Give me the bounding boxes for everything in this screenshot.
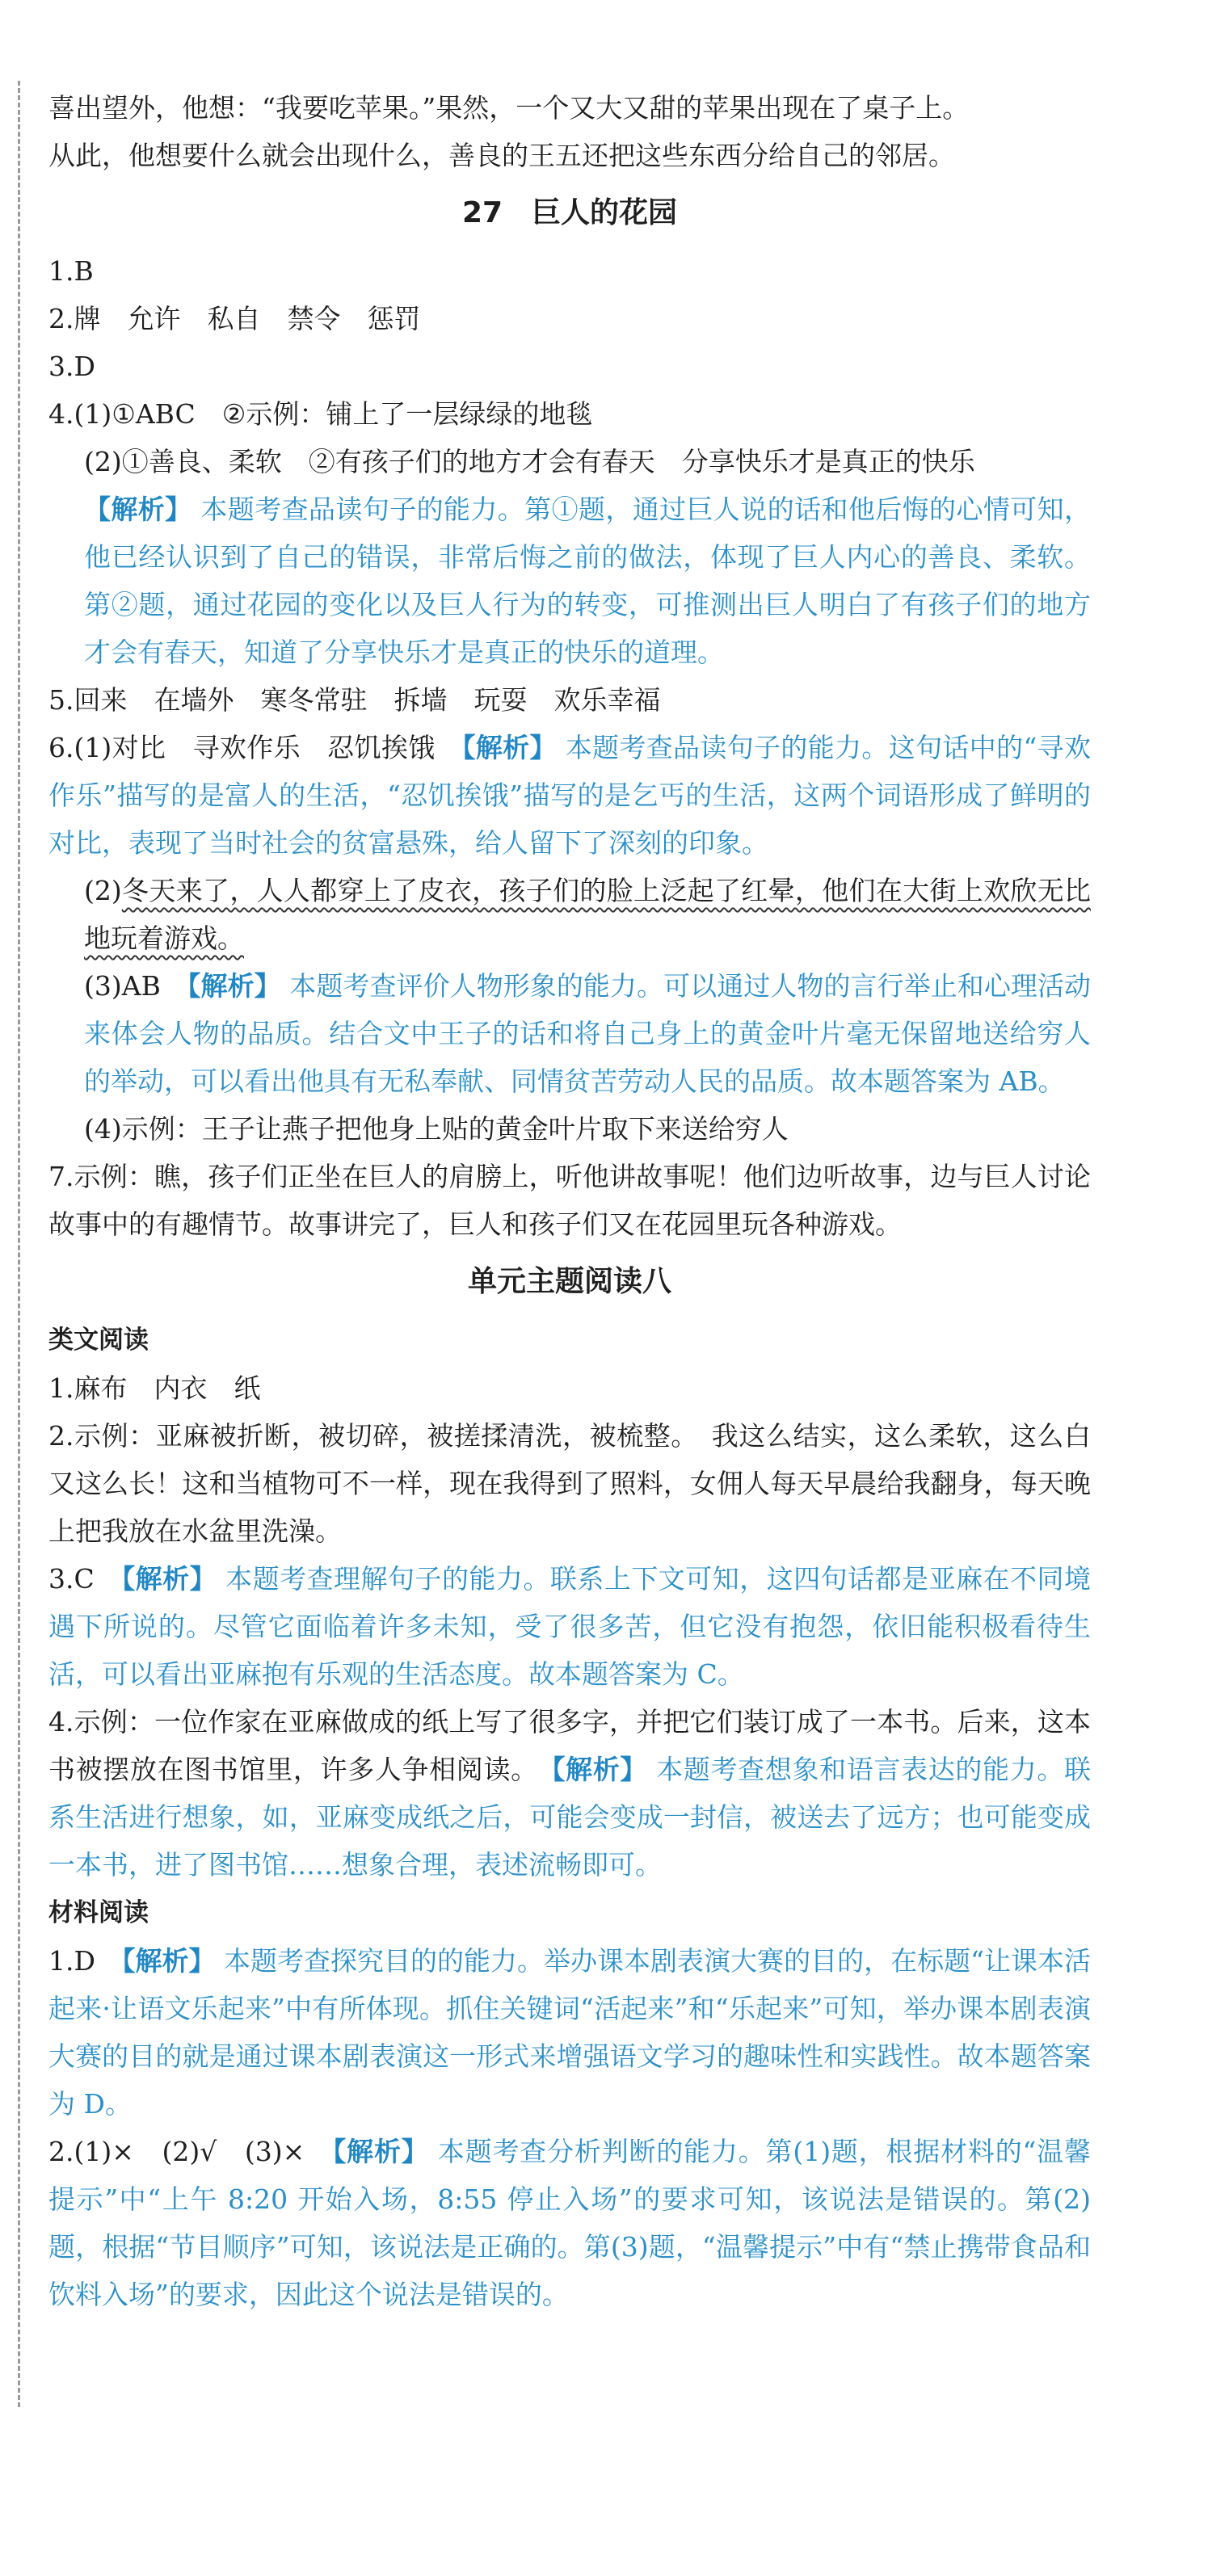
answer-6-part-4: (4)示例：王子让燕子把他身上贴的黄金叶片取下来送给穷人 bbox=[84, 1113, 789, 1145]
subheading-material-reading: 材料阅读 bbox=[48, 1898, 149, 1927]
answer-6-1-text: 6.(1)对比 寻欢作乐 忍饥挨饿 bbox=[48, 732, 462, 763]
explanation-text: 本题考查评价人物形象的能力。可以通过人物的言行举止和心理活动来体会人物的品质。结合文中王子的话和将自己身上的黄金叶片毫无保留地送给穷人的举动，可以看出他具有无私奉献、同情贫苦劳动人民的品质。故本题答案为 AB。 bbox=[84, 970, 1092, 1097]
binding-edge-dashed-line bbox=[18, 81, 20, 2407]
explanation-text: 本题考查品读句子的能力。这句话中的“寻欢作乐”描写的是富人的生活，“忍饥挨饿”描写的是乞丐的生活，这两个词语形成了鲜明的对比，表现了当时社会的贫富悬殊，给人留下了深刻的印象。 bbox=[48, 732, 1092, 859]
unit-8-title: 单元主题阅读八 bbox=[467, 1265, 671, 1298]
material-answer-1 bbox=[48, 1937, 1091, 2128]
answer-6-3-text: (3)AB bbox=[84, 970, 187, 1002]
answer-5: 5.回来 在墙外 寒冬常驻 拆墙 玩耍 欢乐幸福 bbox=[48, 684, 661, 716]
intro-line-2: 从此，他想要什么就会出现什么，善良的王五还把这些东西分给自己的邻居。 bbox=[48, 140, 955, 171]
material-answer-2 bbox=[48, 2128, 1091, 2318]
answer-3: 3.D bbox=[48, 351, 95, 382]
answer-6-3-explanation bbox=[84, 970, 1091, 1097]
material-answer-1-explanation bbox=[48, 1945, 1091, 2120]
answer-4-part-1: 4.(1)①ABC ②示例：铺上了一层绿绿的地毯 bbox=[48, 398, 593, 430]
explanation-tag: 【解析】 bbox=[121, 1945, 216, 1977]
unit8-answer-4-text: 4.示例：一位作家在亚麻做成的纸上写了很多字，并把它们装订成了一本书。后来，这本书被摆放在图书馆里，许多人争相阅读。 bbox=[48, 1706, 1091, 1785]
unit8-answer-2: 2.示例：亚麻被折断，被切碎，被搓揉清洗，被梳整。 我这么结实，这么柔软，这么白又这么长！这和当植物可不一样，现在我得到了照料，女佣人每天早晨给我翻身，每天晚上把我放在水盆里洗澡。 bbox=[48, 1420, 1091, 1547]
answer-1: 1.B bbox=[48, 255, 94, 287]
answer-6-part-3 bbox=[84, 962, 1091, 1105]
explanation-tag: 【解析】 bbox=[461, 732, 557, 763]
explanation-text: 本题考查想象和语言表达的能力。联系生活进行想象，如，亚麻变成纸之后，可能会变成一封信，被送去了远方；也可能变成一本书，进了图书馆……想象合理，表述流畅即可。 bbox=[48, 1754, 1092, 1881]
answer-2: 2.牌 允许 私自 禁令 惩罚 bbox=[48, 303, 421, 334]
explanation-tag: 【解析】 bbox=[121, 1563, 217, 1595]
answer-6-2-underlined-sentence: 冬天来了，人人都穿上了皮衣，孩子们的脸上泛起了红晕，他们在大街上欢欣无比地玩着游戏。 bbox=[84, 875, 1091, 954]
answer-7: 7.示例：瞧，孩子们正坐在巨人的肩膀上，听他讲故事呢！他们边听故事，边与巨人讨论故事中的有趣情节。故事讲完了，巨人和孩子们又在花园里玩各种游戏。 bbox=[48, 1161, 1091, 1240]
explanation-text: 本题考查探究目的的能力。举办课本剧表演大赛的目的，在标题“让课本活起来·让语文乐起来”中有所体现。抓住关键词“活起来”和“乐起来”可知，举办课本剧表演大赛的目的就是通过课本剧表演这一形式来增强语文学习的趣味性和实践性。故本题答案为 D。 bbox=[48, 1945, 1091, 2120]
explanation-tag: 【解析】 bbox=[187, 970, 281, 1002]
answer-6-part-2 bbox=[84, 867, 1091, 962]
unit8-answer-4 bbox=[48, 1698, 1091, 1889]
unit8-answer-3-explanation bbox=[48, 1563, 1091, 1690]
material-answer-1-text: 1.D bbox=[48, 1945, 122, 1977]
material-answer-2-text: 2.(1)× (2)√ (3)× bbox=[48, 2136, 333, 2167]
lesson-27-title: 27 巨人的花园 bbox=[461, 196, 678, 229]
page-content bbox=[48, 84, 1091, 2318]
answer-4-part-2: (2)①善良、柔软 ②有孩子们的地方才会有春天 分享快乐才是真正的快乐 bbox=[84, 446, 975, 477]
answer-4-explanation bbox=[84, 485, 1091, 676]
unit8-answer-3-text: 3.C bbox=[48, 1563, 122, 1595]
answer-6-subparts bbox=[48, 867, 1091, 1153]
subheading-similar-text-reading: 类文阅读 bbox=[48, 1326, 149, 1355]
unit8-answer-1: 1.麻布 内衣 纸 bbox=[48, 1372, 261, 1404]
explanation-tag: 【解析】 bbox=[332, 2136, 429, 2167]
intro-line-1: 喜出望外，他想：“我要吃苹果。”果然，一个又大又甜的苹果出现在了桌子上。 bbox=[48, 92, 970, 124]
explanation-tag: 【解析】 bbox=[551, 1754, 648, 1785]
explanation-text: 本题考查理解句子的能力。联系上下文可知，这四句话都是亚麻在不同境遇下所说的。尽管它面临着许多未知，受了很多苦，但它没有抱怨，依旧能积极看待生活，可以看出亚麻抱有乐观的生活态度。故本题答案为 C。 bbox=[48, 1563, 1091, 1690]
answer-6-part-1 bbox=[48, 724, 1091, 867]
explanation-tag: 【解析】 bbox=[84, 494, 192, 525]
unit8-answer-3 bbox=[48, 1555, 1091, 1698]
explanation-text: 本题考查品读句子的能力。第①题，通过巨人说的话和他后悔的心情可知，他已经认识到了自己的错误，非常后悔之前的做法，体现了巨人内心的善良、柔软。第②题，通过花园的变化以及巨人行为的转变，可推测出巨人明白了有孩子们的地方才会有春天，知道了分享快乐才是真正的快乐的道理。 bbox=[84, 494, 1092, 668]
answer-4-part-2-block bbox=[48, 438, 1091, 676]
explanation-text: 本题考查分析判断的能力。第(1)题，根据材料的“温馨提示”中“上午 8:20 开始入场，8:55 停止入场”的要求可知，该说法是错误的。第(2)题，根据“节目顺序”可知，该说法是正确的。第(3)题，“温馨提示”中有“禁止携带食品和饮料入场”的要求，因此这个说法是错误的。 bbox=[48, 2136, 1091, 2310]
answer-6-2-prefix: (2) bbox=[84, 875, 122, 906]
